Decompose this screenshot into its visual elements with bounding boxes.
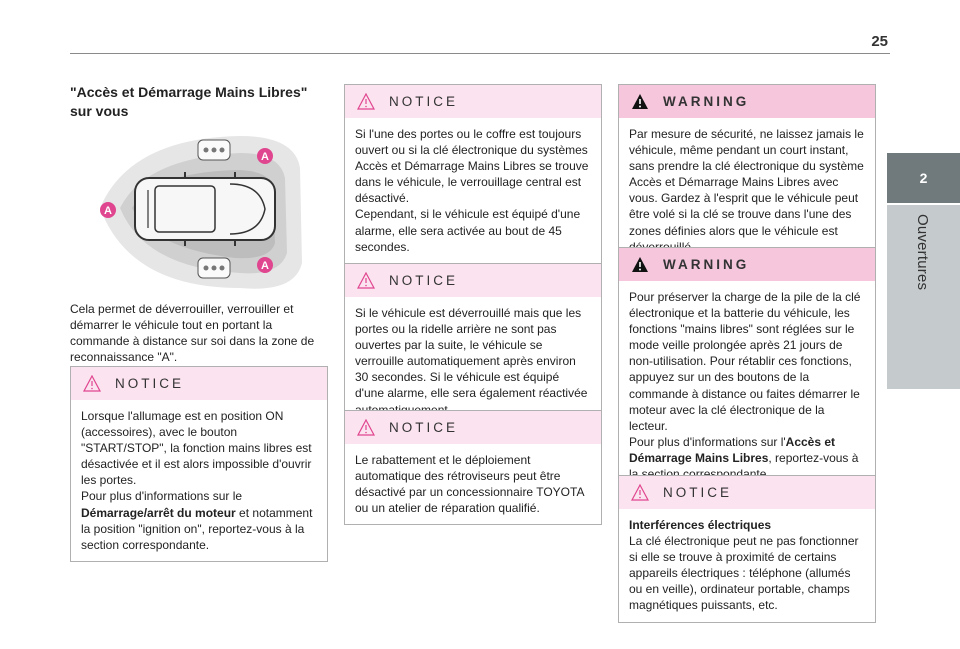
notice-body: [345, 118, 601, 263]
warning-triangle-icon: [631, 93, 649, 110]
zone-label: A: [261, 260, 269, 272]
warning-triangle-icon: [357, 93, 375, 110]
warning-box: [618, 247, 876, 491]
notice-title: NOTICE: [115, 376, 185, 391]
header-rule: [70, 53, 890, 54]
key-fob-icon: [198, 140, 230, 160]
notice-box: [70, 366, 328, 562]
notice-header: [345, 264, 601, 297]
notice-box: [344, 410, 602, 525]
notice-title: NOTICE: [663, 485, 733, 500]
notice-text: Si le véhicule est déverrouillé mais que les portes ou la ridelle arrière ne sont pas ouvertes par la suite, le véhicule se verrouille automatiquement après environ 30 secondes. Si le véhicule est équipé d'une alarme, elle sera également réactivée: [355, 306, 588, 401]
notice-box: [344, 84, 602, 264]
warning-triangle-icon: [357, 272, 375, 289]
warning-text: Pour préserver la charge de la pile de la clé électronique et la batterie du véhicule, les fonctions "mains libres" sont réglées sur le mode veille prolongée après 21 jours de non-utilisation. Pour rétablir ces fonctions, appuyez sur un des boutons de la commande à distance ou faites démarrer le moteur avec la clé électronique de la lecteur.: [629, 290, 861, 433]
key-fob-icon: [198, 258, 230, 278]
warning-title: WARNING: [663, 257, 750, 272]
notice-body: [619, 509, 875, 622]
warning-triangle-icon: [357, 419, 375, 436]
warning-triangle-icon: [631, 484, 649, 501]
warning-body: [619, 281, 875, 490]
notice-title: NOTICE: [389, 273, 459, 288]
notice-header: [619, 476, 875, 509]
warning-header: [619, 248, 875, 281]
notice-text: Cependant, si le véhicule est équipé d'une alarme, elle sera activée au bout de 45 secondes.: [355, 207, 581, 254]
notice-header: [71, 367, 327, 400]
notice-text: La clé électronique peut ne pas fonctionner si elle se trouve à proximité de certains appareils électriques : téléphone (allumés ou en veille), ordinateur portable, champs magnétiques puissants, etc.: [629, 534, 859, 613]
notice-text: Pour plus d'informations sur le Démarrage/arrêt du moteur et notamment la position "ignition on", reportez-vous à la section correspondante.: [81, 489, 313, 552]
page-number: 25: [871, 33, 888, 50]
warning-triangle-icon: [631, 256, 649, 273]
zone-label: A: [261, 151, 269, 163]
keyless-zone-illustration: [70, 128, 325, 298]
notice-text: Le rabattement et le déploiement automatique des rétroviseurs peut être désactivé par un concessionnaire TOYOTA ou un atelier de réparation qualifié.: [355, 453, 584, 516]
notice-body: [345, 444, 601, 524]
notice-header: [345, 411, 601, 444]
notice-text: Lorsque l'allumage est en position ON (accessoires), avec le bouton "START/STOP", la fonction mains libres est désactivée et il est alors impossible d'ouvrir les portes.: [81, 409, 312, 488]
notice-subtitle: Interférences électriques: [629, 518, 772, 532]
notice-title: NOTICE: [389, 94, 459, 109]
notice-box: [618, 475, 876, 623]
intro-paragraph: Cela permet de déverrouiller, verrouiller et démarrer le véhicule tout en portant la commande à distance sur soi dans la zone de reconnaissance "A".: [70, 302, 315, 364]
warning-text: Pour plus d'informations sur l'Accès et Démarrage Mains Libres, reportez-vous à: [629, 434, 859, 465]
zone-label: A: [104, 205, 112, 217]
section-heading: "Accès et Démarrage Mains Libres" sur vous: [70, 84, 308, 119]
notice-box: [344, 263, 602, 427]
notice-header: [345, 85, 601, 118]
warning-body: [619, 118, 875, 263]
notice-body: [345, 297, 601, 426]
warning-title: WARNING: [663, 94, 750, 109]
notice-title: NOTICE: [389, 420, 459, 435]
notice-body: [71, 400, 327, 561]
warning-box: [618, 84, 876, 264]
section-title: Ouvertures: [914, 214, 931, 291]
warning-text: Par mesure de sécurité, ne laissez jamais le véhicule, même pendant un court instant, sans prendre la clé électronique du système Accès et Démarrage Mains Libres avec vous. Gardez à l'esprit que le véhicule peut être volé si la clé se trouve dans l'une des zones définies alors que le véhicule est: [629, 127, 864, 238]
section-number-tab[interactable]: 2: [887, 153, 960, 203]
notice-text: Si l'une des portes ou le coffre est toujours ouvert ou si la clé électronique du systèmes Accès et Démarrage Mains Libres se trouve dans le véhicule, le verrouillage central est désactivé.: [355, 127, 589, 206]
warning-header: [619, 85, 875, 118]
warning-triangle-icon: [83, 375, 101, 392]
